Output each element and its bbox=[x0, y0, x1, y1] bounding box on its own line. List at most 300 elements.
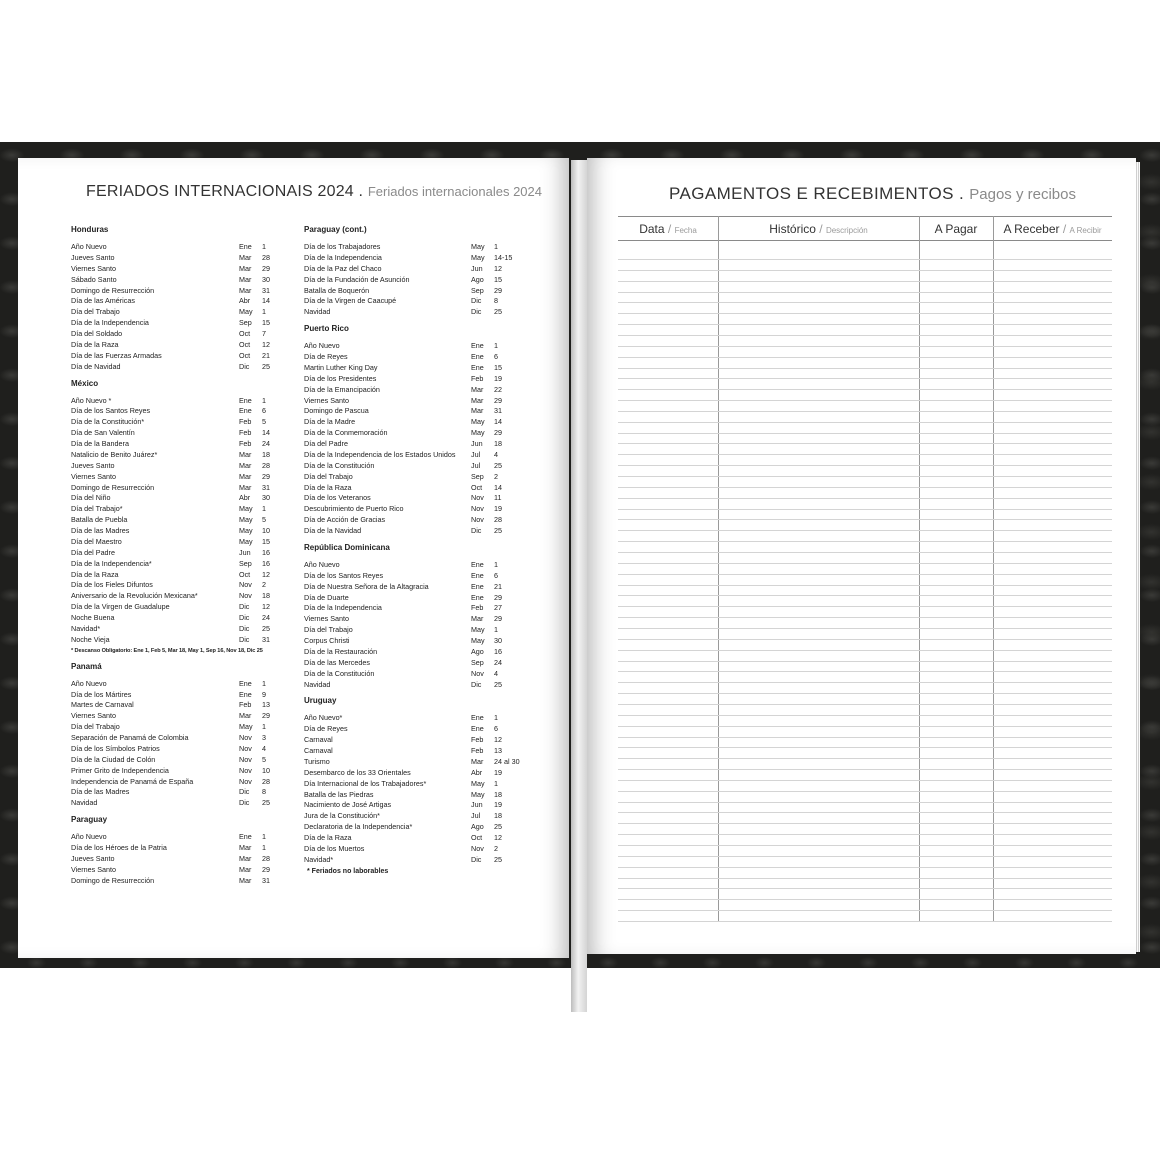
holiday-name: Carnaval bbox=[304, 746, 333, 755]
ledger-row-line[interactable] bbox=[618, 443, 1112, 444]
holiday-name: Año Nuevo * bbox=[71, 395, 112, 405]
holiday-month: Ene bbox=[471, 724, 484, 734]
holiday-day: 21 bbox=[262, 350, 270, 360]
holiday-row bbox=[304, 417, 526, 428]
ledger-row-line[interactable] bbox=[618, 563, 1112, 564]
holiday-month: May bbox=[239, 536, 253, 546]
ledger-row-line[interactable] bbox=[618, 921, 1112, 922]
header-label: A Receber bbox=[1003, 222, 1060, 236]
holiday-month: Mar bbox=[239, 482, 252, 492]
ledger-row-line[interactable] bbox=[618, 769, 1112, 770]
ledger-row-line[interactable] bbox=[618, 433, 1112, 434]
holiday-month: Abr bbox=[239, 493, 251, 503]
holiday-day: 30 bbox=[262, 274, 270, 284]
ledger-row-line[interactable] bbox=[618, 368, 1112, 369]
holiday-day: 29 bbox=[494, 592, 502, 602]
holiday-name: Noche Vieja bbox=[71, 634, 110, 644]
holiday-name: Día del Padre bbox=[71, 547, 115, 557]
holiday-row bbox=[304, 636, 526, 647]
holiday-month: Feb bbox=[471, 373, 484, 383]
ledger-row-line[interactable] bbox=[618, 888, 1112, 889]
holiday-month: Jul bbox=[471, 449, 481, 459]
holiday-month: Ene bbox=[239, 395, 252, 405]
ledger-row-line[interactable] bbox=[618, 574, 1112, 575]
holiday-day: 18 bbox=[494, 439, 502, 448]
ledger-row-line[interactable] bbox=[618, 541, 1112, 542]
ledger-row-line[interactable] bbox=[618, 867, 1112, 868]
holiday-name: Domingo de Resurrección bbox=[71, 285, 155, 295]
ledger-row-line[interactable] bbox=[618, 878, 1112, 879]
holiday-name: Navidad bbox=[304, 679, 331, 689]
holiday-month: Dic bbox=[471, 854, 482, 864]
holiday-name: Día de la Raza bbox=[304, 833, 352, 842]
holiday-day: 25 bbox=[494, 526, 502, 535]
holiday-name: Día del Maestro bbox=[71, 536, 122, 546]
holiday-day: 28 bbox=[262, 776, 270, 786]
holiday-month: Feb bbox=[239, 439, 252, 448]
holiday-name: Día de la Raza bbox=[71, 339, 119, 349]
ledger-row-line[interactable] bbox=[618, 302, 1112, 303]
holiday-row bbox=[71, 570, 286, 581]
holiday-row bbox=[71, 679, 286, 690]
holiday-month: May bbox=[239, 504, 253, 514]
ledger-row-line[interactable] bbox=[618, 671, 1112, 672]
ledger-row-line[interactable] bbox=[618, 313, 1112, 314]
holiday-name: Viernes Santo bbox=[71, 711, 117, 721]
holiday-month: Ene bbox=[471, 559, 484, 569]
holiday-name: Aniversario de la Revolución Mexicana* bbox=[71, 591, 198, 601]
holiday-row bbox=[304, 811, 526, 822]
holidays-column-2 bbox=[304, 224, 526, 877]
ledger-row-line[interactable] bbox=[618, 465, 1112, 466]
payments-ledger-table bbox=[618, 216, 1112, 922]
holiday-name: Independencia de Panamá de España bbox=[71, 776, 194, 786]
holiday-row bbox=[304, 790, 526, 801]
holiday-day: 21 bbox=[494, 581, 502, 591]
ledger-row-line[interactable] bbox=[618, 509, 1112, 510]
holiday-footnote: * Descanso Obligatorio: Ene 1, Feb 5, Mar 18, May 1, Sep 16, Nov 18, Dic 25 bbox=[71, 647, 263, 654]
ledger-row-line[interactable] bbox=[618, 791, 1112, 792]
country-heading: Uruguay bbox=[304, 696, 337, 706]
ledger-row-line[interactable] bbox=[618, 259, 1112, 260]
bookmark-ribbon[interactable] bbox=[571, 160, 587, 1012]
holiday-name: Día de los Santos Reyes bbox=[71, 406, 151, 416]
holiday-row bbox=[71, 854, 286, 865]
country-heading: Paraguay (cont.) bbox=[304, 225, 367, 234]
holiday-month: Ago bbox=[471, 822, 484, 832]
holiday-row bbox=[71, 613, 286, 624]
holiday-month: Feb bbox=[239, 428, 252, 438]
holiday-name: Batalla de las Piedras bbox=[304, 789, 374, 799]
holiday-name: Día de las Américas bbox=[71, 296, 135, 306]
ledger-row-line[interactable] bbox=[618, 585, 1112, 586]
holiday-row bbox=[71, 275, 286, 286]
header-sublabel: Fecha bbox=[674, 226, 697, 235]
holiday-name: Día del Trabajo* bbox=[71, 504, 123, 514]
holiday-row bbox=[71, 428, 286, 439]
holiday-day: 29 bbox=[494, 428, 502, 438]
holiday-day: 24 al 30 bbox=[494, 756, 520, 766]
ledger-row-line[interactable] bbox=[618, 726, 1112, 727]
holiday-name: Día Internacional de los Trabajadores* bbox=[304, 778, 427, 788]
country-heading: República Dominicana bbox=[304, 542, 390, 552]
holiday-month: Dic bbox=[239, 787, 250, 797]
holiday-name: Día de los Fieles Difuntos bbox=[71, 580, 153, 590]
holiday-row bbox=[304, 779, 526, 790]
holiday-month: Feb bbox=[471, 746, 484, 755]
holiday-day: 24 bbox=[494, 657, 502, 667]
holiday-month: Ene bbox=[471, 352, 484, 361]
holiday-month: Mar bbox=[239, 285, 252, 295]
ledger-row-line[interactable] bbox=[618, 617, 1112, 618]
ledger-row-line[interactable] bbox=[618, 715, 1112, 716]
ledger-row-line[interactable] bbox=[618, 606, 1112, 607]
holiday-row bbox=[71, 307, 286, 318]
ledger-row-line[interactable] bbox=[618, 487, 1112, 488]
holiday-month: May bbox=[239, 307, 253, 317]
ledger-header-2 bbox=[919, 220, 993, 238]
holiday-footnote: * Feriados no laborables bbox=[307, 867, 389, 875]
holiday-day: 24 bbox=[262, 439, 270, 448]
holiday-month: May bbox=[471, 417, 485, 427]
holiday-day: 28 bbox=[494, 515, 502, 525]
holiday-month: Dic bbox=[239, 634, 250, 644]
holiday-day: 28 bbox=[262, 252, 270, 262]
holiday-month: Ago bbox=[471, 274, 484, 284]
ledger-row-line[interactable] bbox=[618, 357, 1112, 358]
holiday-row bbox=[304, 493, 526, 504]
holiday-day: 6 bbox=[494, 724, 498, 734]
ledger-row-line[interactable] bbox=[618, 845, 1112, 846]
holiday-name: Día de la Independencia bbox=[304, 252, 382, 262]
holiday-day: 29 bbox=[262, 711, 270, 721]
ledger-row-line[interactable] bbox=[618, 270, 1112, 271]
holiday-month: Sep bbox=[471, 471, 484, 481]
holiday-month: Mar bbox=[239, 864, 252, 874]
holiday-name: Viernes Santo bbox=[71, 864, 117, 874]
holiday-month: Abr bbox=[471, 767, 483, 777]
holiday-month: May bbox=[239, 515, 253, 525]
ledger-row-line[interactable] bbox=[618, 910, 1112, 911]
holiday-name: Día de la Constitución bbox=[304, 668, 375, 678]
holiday-row bbox=[304, 746, 526, 757]
ledger-row-line[interactable] bbox=[618, 639, 1112, 640]
ledger-row-line[interactable] bbox=[618, 650, 1112, 651]
holiday-name: Navidad* bbox=[304, 854, 334, 864]
holiday-row bbox=[304, 603, 526, 614]
holiday-row bbox=[71, 548, 286, 559]
holiday-name: Navidad bbox=[71, 798, 98, 808]
holiday-name: Carnaval bbox=[304, 735, 333, 745]
ledger-row-line[interactable] bbox=[618, 704, 1112, 705]
holiday-row bbox=[304, 844, 526, 855]
ledger-row-line[interactable] bbox=[618, 411, 1112, 412]
ledger-header-rule bbox=[618, 240, 1112, 241]
holiday-name: Año Nuevo bbox=[71, 678, 107, 688]
holiday-name: Turismo bbox=[304, 756, 330, 766]
holiday-month: Mar bbox=[471, 395, 484, 405]
ledger-row-line[interactable] bbox=[618, 552, 1112, 553]
holiday-day: 25 bbox=[262, 623, 270, 633]
holiday-month: Nov bbox=[239, 580, 252, 590]
holiday-row bbox=[71, 329, 286, 340]
holiday-month: Mar bbox=[471, 384, 484, 394]
holiday-month: Dic bbox=[239, 613, 250, 622]
holiday-month: May bbox=[471, 636, 485, 645]
ledger-row-line[interactable] bbox=[618, 378, 1112, 379]
holiday-name: Día de la Navidad bbox=[304, 526, 362, 535]
holiday-name: Nacimiento de José Artigas bbox=[304, 800, 392, 810]
holiday-row bbox=[304, 768, 526, 779]
ledger-row-line[interactable] bbox=[618, 802, 1112, 803]
holiday-day: 16 bbox=[494, 646, 502, 656]
ledger-row-line[interactable] bbox=[618, 780, 1112, 781]
holiday-month: Nov bbox=[471, 504, 484, 514]
ledger-row-line[interactable] bbox=[618, 747, 1112, 748]
holiday-name: Descubrimiento de Puerto Rico bbox=[304, 504, 404, 514]
holiday-name: Día de la Independencia* bbox=[71, 558, 152, 568]
holiday-row bbox=[71, 286, 286, 297]
holiday-name: Día de Duarte bbox=[304, 592, 349, 602]
holiday-row bbox=[71, 832, 286, 843]
ledger-row-line[interactable] bbox=[618, 335, 1112, 336]
holiday-month: Abr bbox=[239, 296, 251, 306]
ledger-row-line[interactable] bbox=[618, 595, 1112, 596]
header-separator: / bbox=[664, 222, 675, 236]
holiday-name: Viernes Santo bbox=[71, 263, 117, 273]
holiday-row bbox=[71, 580, 286, 591]
ledger-row-line[interactable] bbox=[618, 628, 1112, 629]
holiday-name: Día de la Raza bbox=[71, 569, 119, 579]
holiday-name: Domingo de Resurrección bbox=[71, 875, 155, 885]
ledger-row-line[interactable] bbox=[618, 422, 1112, 423]
holiday-month: Feb bbox=[239, 700, 252, 710]
holiday-name: Día de la Independencia bbox=[304, 603, 382, 613]
holiday-day: 30 bbox=[494, 636, 502, 645]
holiday-month: Mar bbox=[239, 274, 252, 284]
ledger-row-line[interactable] bbox=[618, 346, 1112, 347]
holiday-day: 6 bbox=[494, 352, 498, 361]
holiday-name: Día de los Veteranos bbox=[304, 493, 371, 503]
header-label: A Pagar bbox=[934, 222, 978, 236]
ledger-row-line[interactable] bbox=[618, 823, 1112, 824]
ledger-row-line[interactable] bbox=[618, 324, 1112, 325]
holiday-name: Viernes Santo bbox=[71, 471, 117, 481]
holiday-day: 16 bbox=[262, 547, 270, 557]
holiday-day: 27 bbox=[494, 603, 502, 613]
holiday-name: Domingo de Pascua bbox=[304, 406, 369, 416]
holiday-day: 19 bbox=[494, 373, 502, 383]
holiday-row bbox=[71, 602, 286, 613]
payments-title-main: PAGAMENTOS E RECEBIMENTOS bbox=[669, 184, 954, 203]
ledger-column-divider bbox=[993, 216, 994, 922]
ledger-row-line[interactable] bbox=[618, 498, 1112, 499]
ledger-row-line[interactable] bbox=[618, 661, 1112, 662]
ledger-row-line[interactable] bbox=[618, 519, 1112, 520]
country-heading: Panamá bbox=[71, 661, 102, 671]
holiday-month: Nov bbox=[239, 765, 252, 775]
holiday-month: Nov bbox=[239, 776, 252, 786]
holiday-name: Jueves Santo bbox=[71, 252, 115, 262]
holiday-row bbox=[304, 658, 526, 669]
holiday-month: Dic bbox=[239, 623, 250, 633]
holiday-row bbox=[304, 757, 526, 768]
holiday-day: 31 bbox=[262, 482, 270, 492]
ledger-row-line[interactable] bbox=[618, 530, 1112, 531]
holiday-month: May bbox=[239, 722, 253, 732]
holiday-name: Declaratoria de la Independencia* bbox=[304, 822, 413, 832]
holiday-row bbox=[304, 724, 526, 735]
ledger-row-line[interactable] bbox=[618, 389, 1112, 390]
holiday-row bbox=[71, 591, 286, 602]
holiday-row bbox=[71, 876, 286, 887]
holiday-month: Mar bbox=[239, 449, 252, 459]
ledger-row-line[interactable] bbox=[618, 693, 1112, 694]
header-separator: / bbox=[815, 222, 826, 236]
holiday-row bbox=[71, 417, 286, 428]
holiday-day: 29 bbox=[494, 395, 502, 405]
holiday-row bbox=[304, 560, 526, 571]
holiday-name: Día de San Valentín bbox=[71, 428, 135, 438]
holiday-row bbox=[304, 439, 526, 450]
holiday-row bbox=[304, 669, 526, 680]
holiday-day: 7 bbox=[262, 329, 266, 338]
holidays-title-main: FERIADOS INTERNACIONAIS 2024 bbox=[86, 183, 354, 200]
holiday-row bbox=[71, 700, 286, 711]
ledger-header-3 bbox=[993, 220, 1112, 238]
holiday-month: Sep bbox=[471, 657, 484, 667]
holiday-row bbox=[71, 483, 286, 494]
holiday-name: Martin Luther King Day bbox=[304, 362, 378, 372]
holiday-name: Día de Reyes bbox=[304, 724, 348, 734]
holiday-name: Día del Trabajo bbox=[304, 625, 353, 635]
holiday-name: Martes de Carnaval bbox=[71, 700, 134, 710]
holiday-day: 1 bbox=[262, 504, 266, 514]
holiday-day: 12 bbox=[262, 339, 270, 349]
holiday-name: Día de las Fuerzas Armadas bbox=[71, 350, 162, 360]
holiday-month: Mar bbox=[239, 875, 252, 885]
ledger-row-line[interactable] bbox=[618, 834, 1112, 835]
holiday-day: 16 bbox=[262, 558, 270, 568]
holiday-name: Primer Grito de Independencia bbox=[71, 765, 169, 775]
ledger-row-line[interactable] bbox=[618, 292, 1112, 293]
holiday-row bbox=[71, 843, 286, 854]
holiday-day: 1 bbox=[494, 242, 498, 251]
header-label: Data bbox=[639, 222, 665, 236]
header-label: Histórico bbox=[769, 222, 816, 236]
holiday-month: Dic bbox=[239, 798, 250, 808]
holiday-name: Día de la Madre bbox=[304, 417, 356, 427]
ledger-row-line[interactable] bbox=[618, 856, 1112, 857]
holiday-day: 29 bbox=[494, 285, 502, 295]
holiday-month: Mar bbox=[239, 263, 252, 273]
holiday-name: Año Nuevo* bbox=[304, 713, 343, 723]
holiday-row bbox=[71, 690, 286, 701]
holiday-row bbox=[304, 253, 526, 264]
country-heading: Puerto Rico bbox=[304, 324, 349, 334]
holiday-day: 8 bbox=[494, 296, 498, 306]
holiday-day: 15 bbox=[494, 274, 502, 284]
holiday-month: Mar bbox=[239, 252, 252, 262]
holiday-name: Día de los Trabajadores bbox=[304, 242, 381, 251]
holiday-name: Desembarco de los 33 Orientales bbox=[304, 767, 411, 777]
holiday-name: Viernes Santo bbox=[304, 395, 350, 405]
holiday-row bbox=[304, 822, 526, 833]
holiday-name: Día de la Independencia de los Estados Unidos bbox=[304, 449, 456, 459]
holiday-name: Día de los Presidentes bbox=[304, 373, 377, 383]
holiday-day: 6 bbox=[262, 406, 266, 416]
holiday-month: May bbox=[471, 789, 485, 799]
holiday-name: Día de la Ciudad de Colón bbox=[71, 754, 156, 764]
holiday-day: 31 bbox=[262, 285, 270, 295]
ledger-column-divider bbox=[919, 216, 920, 922]
holiday-name: Día del Trabajo bbox=[304, 471, 353, 481]
header-sublabel: A Recibir bbox=[1069, 226, 1102, 235]
ledger-row-line[interactable] bbox=[618, 682, 1112, 683]
holiday-day: 5 bbox=[262, 417, 266, 427]
holiday-day: 18 bbox=[494, 811, 502, 821]
holiday-name: Sábado Santo bbox=[71, 274, 117, 284]
holiday-row bbox=[71, 472, 286, 483]
holiday-month: Jul bbox=[471, 460, 481, 470]
holiday-name: Día de Acción de Gracias bbox=[304, 515, 386, 525]
holiday-month: Mar bbox=[471, 614, 484, 624]
holiday-day: 1 bbox=[494, 713, 498, 723]
holiday-row bbox=[71, 766, 286, 777]
holiday-day: 29 bbox=[494, 614, 502, 624]
holiday-row bbox=[71, 722, 286, 733]
ledger-row-line[interactable] bbox=[618, 899, 1112, 900]
holiday-day: 14-15 bbox=[494, 252, 513, 262]
ledger-row-line[interactable] bbox=[618, 400, 1112, 401]
holiday-month: Sep bbox=[471, 285, 484, 295]
holiday-day: 28 bbox=[262, 853, 270, 863]
holiday-day: 19 bbox=[494, 504, 502, 514]
holiday-day: 14 bbox=[262, 428, 270, 438]
ledger-header-1 bbox=[718, 220, 919, 238]
holiday-row bbox=[71, 396, 286, 407]
holiday-row bbox=[71, 340, 286, 351]
ledger-row-line[interactable] bbox=[618, 758, 1112, 759]
holiday-row bbox=[304, 680, 526, 691]
holiday-row bbox=[71, 450, 286, 461]
holiday-day: 25 bbox=[262, 798, 270, 808]
holiday-month: Jun bbox=[471, 800, 483, 810]
ledger-row-line[interactable] bbox=[618, 812, 1112, 813]
holiday-row bbox=[304, 242, 526, 253]
holiday-row bbox=[304, 614, 526, 625]
holiday-name: Separación de Panamá de Colombia bbox=[71, 733, 189, 742]
holiday-row bbox=[304, 593, 526, 604]
holiday-day: 31 bbox=[262, 875, 270, 885]
holiday-day: 19 bbox=[494, 800, 502, 810]
holiday-day: 14 bbox=[262, 296, 270, 306]
holiday-month: May bbox=[471, 428, 485, 438]
holiday-name: Navidad bbox=[304, 307, 331, 317]
holiday-name: Día del Padre bbox=[304, 439, 348, 448]
holiday-name: Año Nuevo bbox=[71, 832, 107, 842]
holiday-month: Mar bbox=[239, 853, 252, 863]
holiday-day: 1 bbox=[262, 722, 266, 732]
holiday-row bbox=[71, 242, 286, 253]
ledger-row-line[interactable] bbox=[618, 454, 1112, 455]
holiday-month: Oct bbox=[239, 569, 251, 579]
holiday-day: 29 bbox=[262, 263, 270, 273]
ledger-row-line[interactable] bbox=[618, 737, 1112, 738]
ledger-row-line[interactable] bbox=[618, 281, 1112, 282]
holiday-name: Día del Trabajo bbox=[71, 722, 120, 732]
ledger-row-line[interactable] bbox=[618, 476, 1112, 477]
